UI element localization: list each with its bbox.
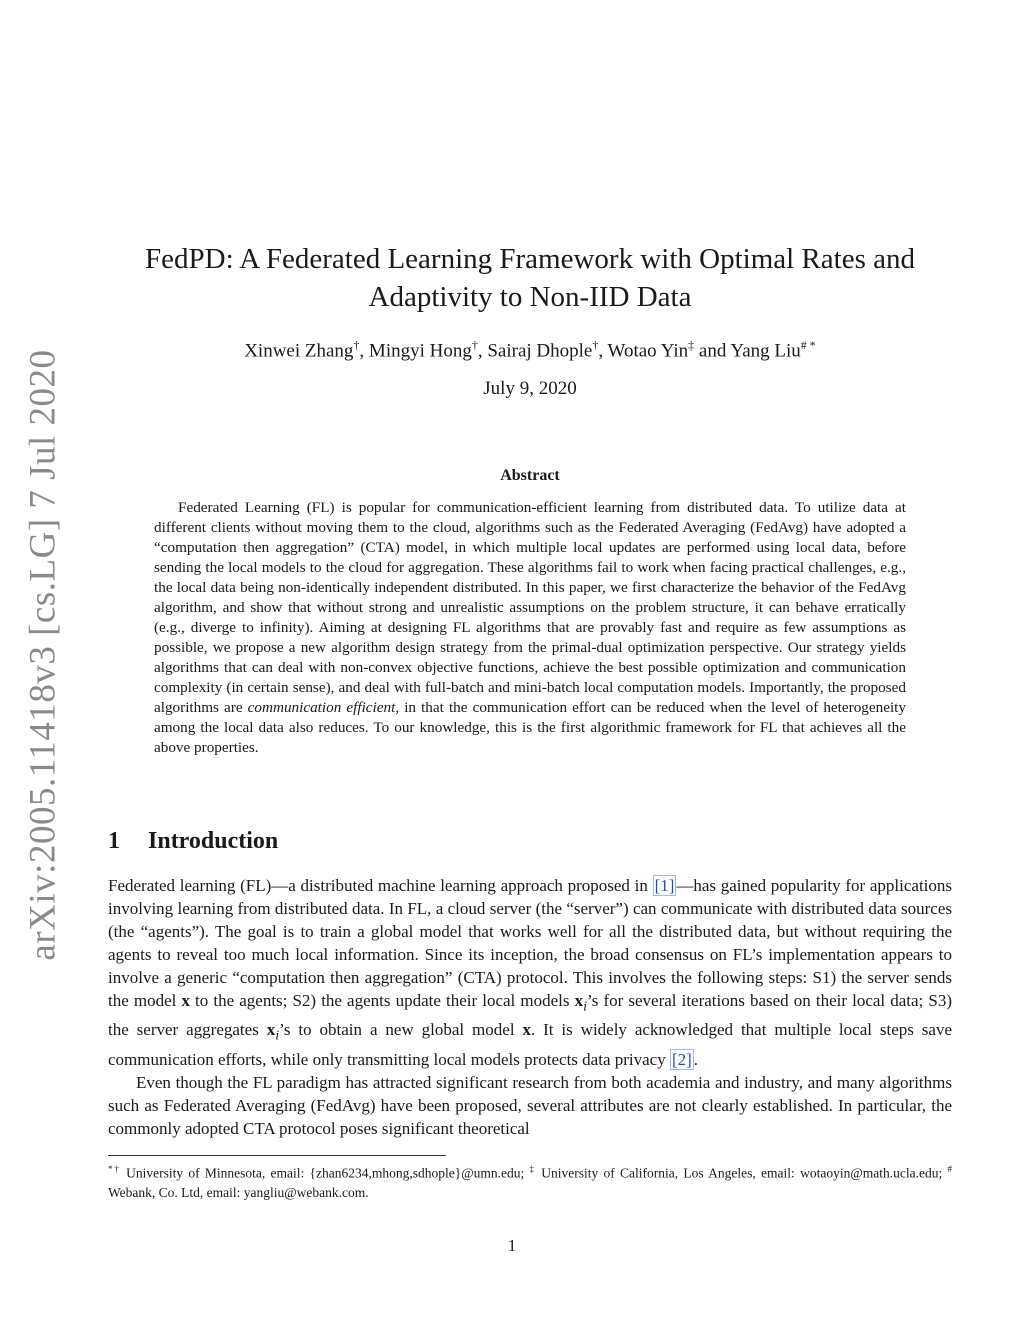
math-symbol: x: [266, 1020, 276, 1040]
author-name: Yang Liu: [730, 340, 801, 362]
introduction-body: [108, 874, 952, 1140]
paper-title: [110, 240, 950, 316]
footnote-rule: [108, 1155, 446, 1156]
paper-date: July 9, 2020: [483, 378, 577, 399]
footnote-mark: ‡: [529, 1164, 536, 1174]
author-affiliation-mark: †: [471, 338, 478, 352]
author-separator: ,: [477, 340, 488, 362]
intro-paragraph-1: [108, 874, 952, 1071]
math-subscript: i: [275, 1027, 280, 1044]
footnote-mark: *†: [108, 1164, 121, 1174]
author-name: Sairaj Dhople: [487, 340, 593, 362]
footnote-text: University of California, Los Angeles, email: wotaoyin@math.ucla.edu;: [535, 1165, 948, 1181]
abstract-heading: Abstract: [500, 467, 560, 484]
page-number: 1: [507, 1236, 517, 1255]
author-name: Xinwei Zhang: [244, 340, 354, 362]
abstract-text: Federated Learning (FL) is popular for communication-efficient learning from distributed data. To utilize data at different clients without moving them to the cloud, algorithms such as the Federated Averaging (FedAvg) have adopted a “computation then aggregation” (CTA) model, in which multiple local updates are performed using local data, before sending the local models to the cloud for aggregation. These algorithms fail to work when facing practical challenges, e.g., the local data being non-identically independent distributed. In this paper, we first characterize the behavior of the FedAvg algorithm, and show that without strong and unrealistic assumptions on the problem structure, it can behave erratically (e.g., diverge to infinity). Aiming at designing FL algorithms that are provably fast and require as few assumptions as possible, we propose a new algorithm design strategy from the primal-dual optimization perspective. Our strategy yields algorithms that can deal with non-convex objective functions, achieve the best possible optimization and communication complexity (in certain sense), and deal with full-batch and mini-batch local computation models. Importantly, the proposed algorithms are: [154, 499, 906, 716]
math-subscript: i: [583, 998, 588, 1015]
abstract-emphasis: communication efficient: [247, 699, 396, 716]
intro-paragraph-2: Even though the FL paradigm has attracted significant research from both academia and industry, and many algorithms such as Federated Averaging (FedAvg) have been proposed, several attributes are not clearly established. In particular, the commonly adopted CTA protocol poses significant theoretical: [108, 1072, 952, 1138]
footnote-text: University of Minnesota, email: {zhan6234,mhong,sdhople}@umn.edu;: [120, 1165, 530, 1181]
paragraph-text: ’s to obtain a new global model: [279, 1020, 523, 1040]
math-symbol: x: [574, 991, 584, 1010]
paragraph-text: .: [693, 1049, 699, 1069]
section-number: 1: [108, 828, 120, 854]
paragraph-text: —has gained popularity for applications involving learning from distributed data. In FL, a cloud server (the “server”) can communicate with distributed data sources (the “agents”). The goal is to train a global model that works well for all the distributed data, but without requiring the agents to reveal too much local information. Since its inception, the broad consensus on FL’s implementation appears to involve a generic “computation then aggregation” (CTA) protocol. This involves the following steps: S1) the server sends the model: [108, 876, 953, 1010]
arxiv-stamp-text: arXiv:2005.11418v3 [cs.LG] 7 Jul 2020: [22, 349, 64, 961]
section-title: Introduction: [148, 828, 279, 854]
author-separator: ,: [359, 340, 369, 362]
author-affiliation-mark: # *: [800, 338, 816, 352]
author-list: [110, 338, 950, 362]
title-line-1: FedPD: A Federated Learning Framework with Optimal Rates and: [145, 243, 915, 275]
paragraph-text: Federated learning (FL)—a distributed machine learning approach proposed in: [108, 876, 653, 895]
footnote-text: Webank, Co. Ltd, email: yangliu@webank.com.: [108, 1184, 369, 1200]
citation-link[interactable]: [1]: [654, 876, 675, 895]
author-affiliation-mark: †: [592, 338, 599, 352]
math-symbol: x: [522, 1020, 531, 1040]
section-heading: [108, 828, 278, 855]
footnote: [108, 1160, 952, 1202]
arxiv-stamp: [14, 349, 72, 961]
math-symbol: x: [181, 991, 190, 1010]
title-line-2: Adaptivity to Non-IID Data: [368, 281, 692, 313]
author-separator: ,: [598, 340, 608, 362]
paragraph-text: to the agents; S2) the agents update their local models: [189, 991, 575, 1010]
author-affiliation-mark: †: [353, 338, 360, 352]
author-separator: and: [694, 340, 731, 362]
paragraph-text: ’s for several iterations based on their local data; S3) the server aggregates: [108, 991, 952, 1040]
author-affiliation-mark: ‡: [688, 338, 695, 352]
citation-link[interactable]: [2]: [671, 1049, 692, 1069]
author-name: Mingyi Hong: [368, 340, 472, 362]
footnote-mark: #: [947, 1164, 952, 1174]
abstract-text: , in that the communication effort can be reduced when the level of heterogeneity among the local data also reduces. To our knowledge, this is the first algorithmic framework for FL that achieves all the above properties.: [154, 699, 906, 756]
paragraph-text: . It is widely acknowledged that multiple local steps save communication efforts, while only transmitting local models protects data privacy: [108, 1020, 952, 1069]
author-name: Wotao Yin: [607, 340, 689, 362]
abstract-body: [154, 498, 906, 758]
